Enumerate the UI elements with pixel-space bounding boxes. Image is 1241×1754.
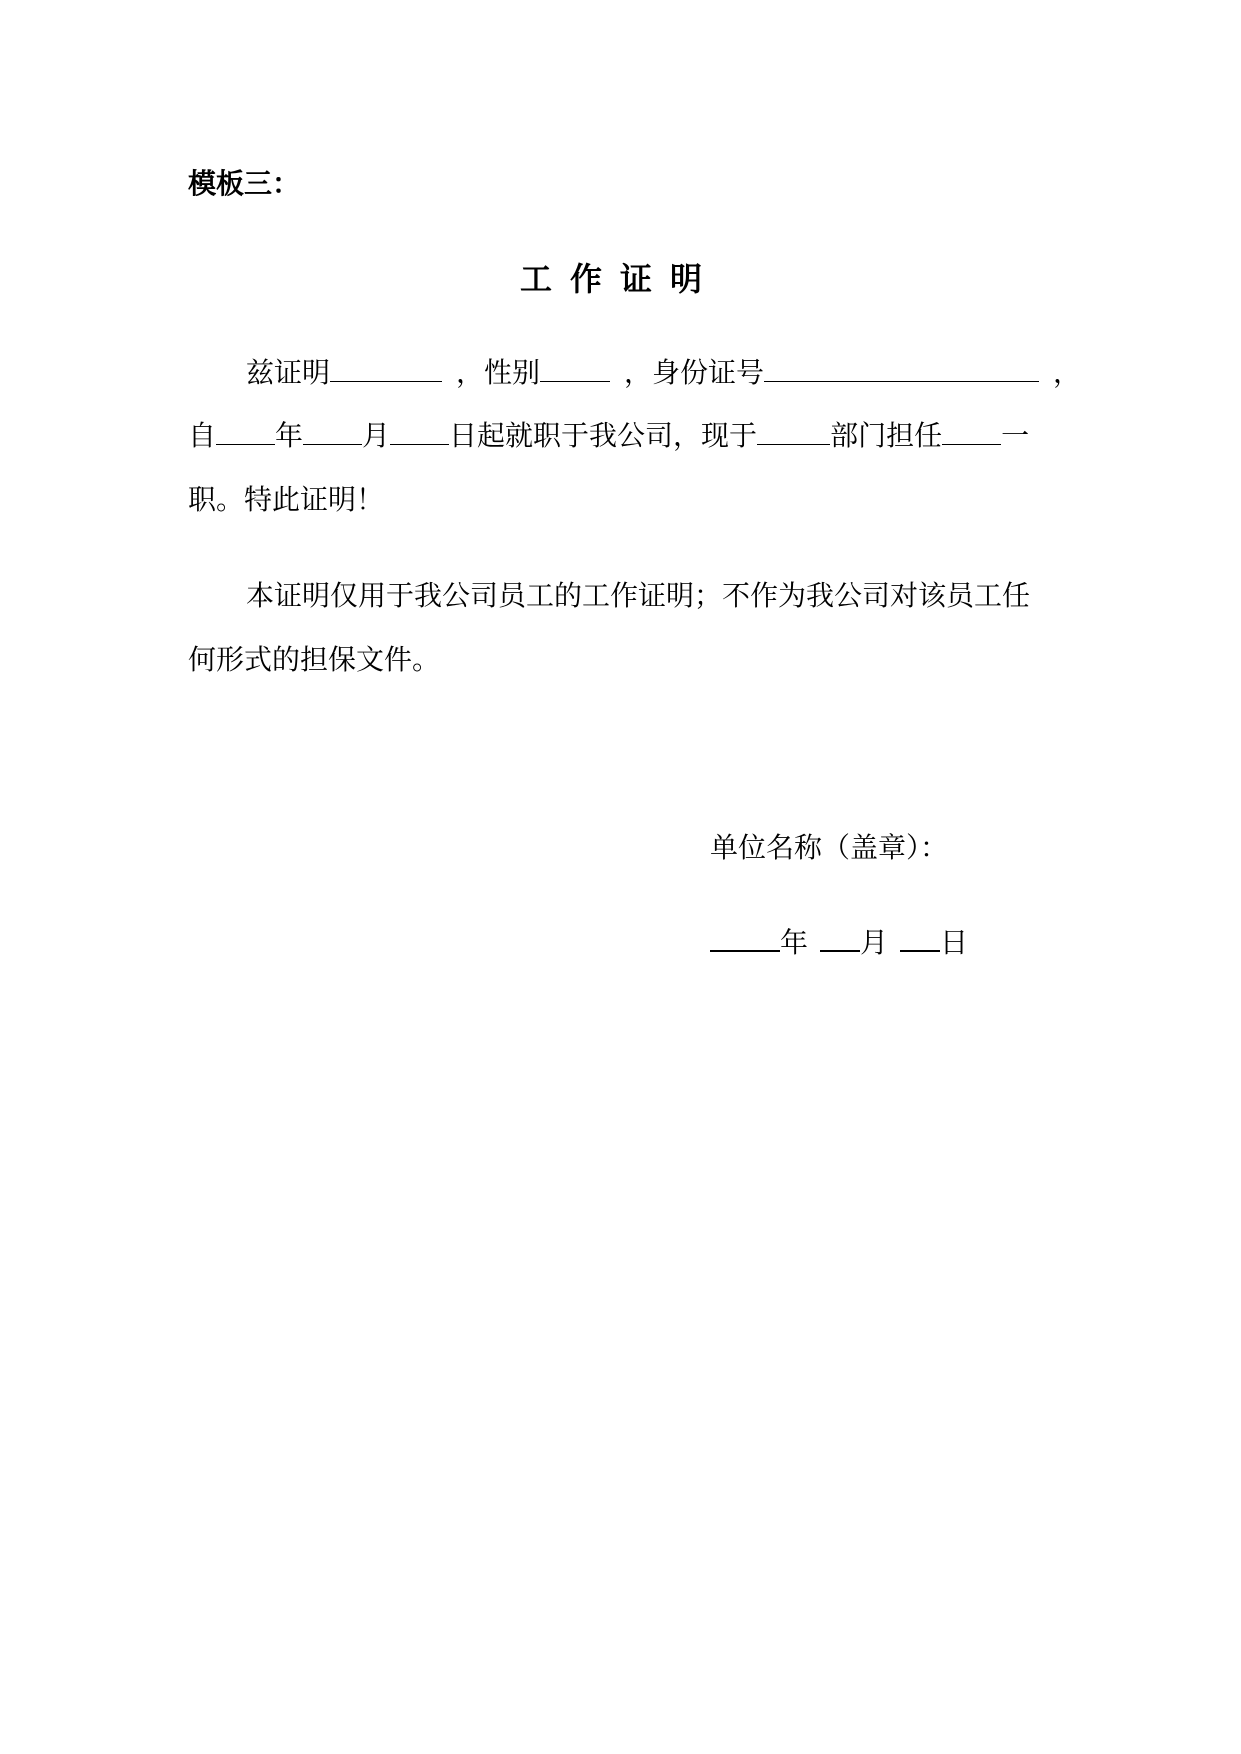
sign-day-blank[interactable] — [900, 924, 940, 952]
id-label: ，身份证号 — [624, 356, 765, 389]
sign-year-label: 年 — [780, 926, 809, 959]
department-blank[interactable] — [757, 418, 830, 445]
from-label: 自 — [188, 419, 217, 452]
template-label: 模板三： — [188, 167, 301, 200]
sign-month-label: 月 — [860, 926, 889, 959]
start-month-blank[interactable] — [303, 418, 362, 445]
certify-prefix: 兹证明 — [246, 356, 331, 389]
paragraph1-line1 — [246, 355, 1081, 391]
day-start-text: 日起就职于我公司，现于 — [449, 419, 758, 452]
signature-date — [710, 924, 968, 961]
sign-year-blank[interactable] — [710, 924, 780, 952]
sign-day-label: 日 — [940, 926, 969, 959]
paragraph2-line2: 何形式的担保文件。 — [188, 643, 441, 676]
gender-blank[interactable] — [540, 355, 610, 382]
position-blank[interactable] — [942, 418, 1001, 445]
start-day-blank[interactable] — [390, 418, 449, 445]
sign-month-blank[interactable] — [820, 924, 860, 952]
month-label: 月 — [362, 419, 391, 452]
year-label: 年 — [275, 419, 304, 452]
start-year-blank[interactable] — [216, 418, 275, 445]
gender-label: ，性别 — [456, 356, 541, 389]
name-blank[interactable] — [330, 355, 442, 382]
paragraph2-line1: 本证明仅用于我公司员工的工作证明；不作为我公司对该员工任 — [246, 579, 1031, 612]
paragraph1-line3: 职。特此证明！ — [188, 483, 385, 516]
position-suffix: 一 — [1001, 419, 1030, 452]
department-label: 部门担任 — [830, 419, 943, 452]
id-number-blank[interactable] — [764, 355, 1039, 382]
company-seal-label: 单位名称（盖章）： — [710, 831, 949, 864]
paragraph1-line2 — [188, 418, 1029, 454]
trailing-comma: ， — [1053, 356, 1082, 389]
document-title: 工作证明 — [520, 260, 721, 298]
